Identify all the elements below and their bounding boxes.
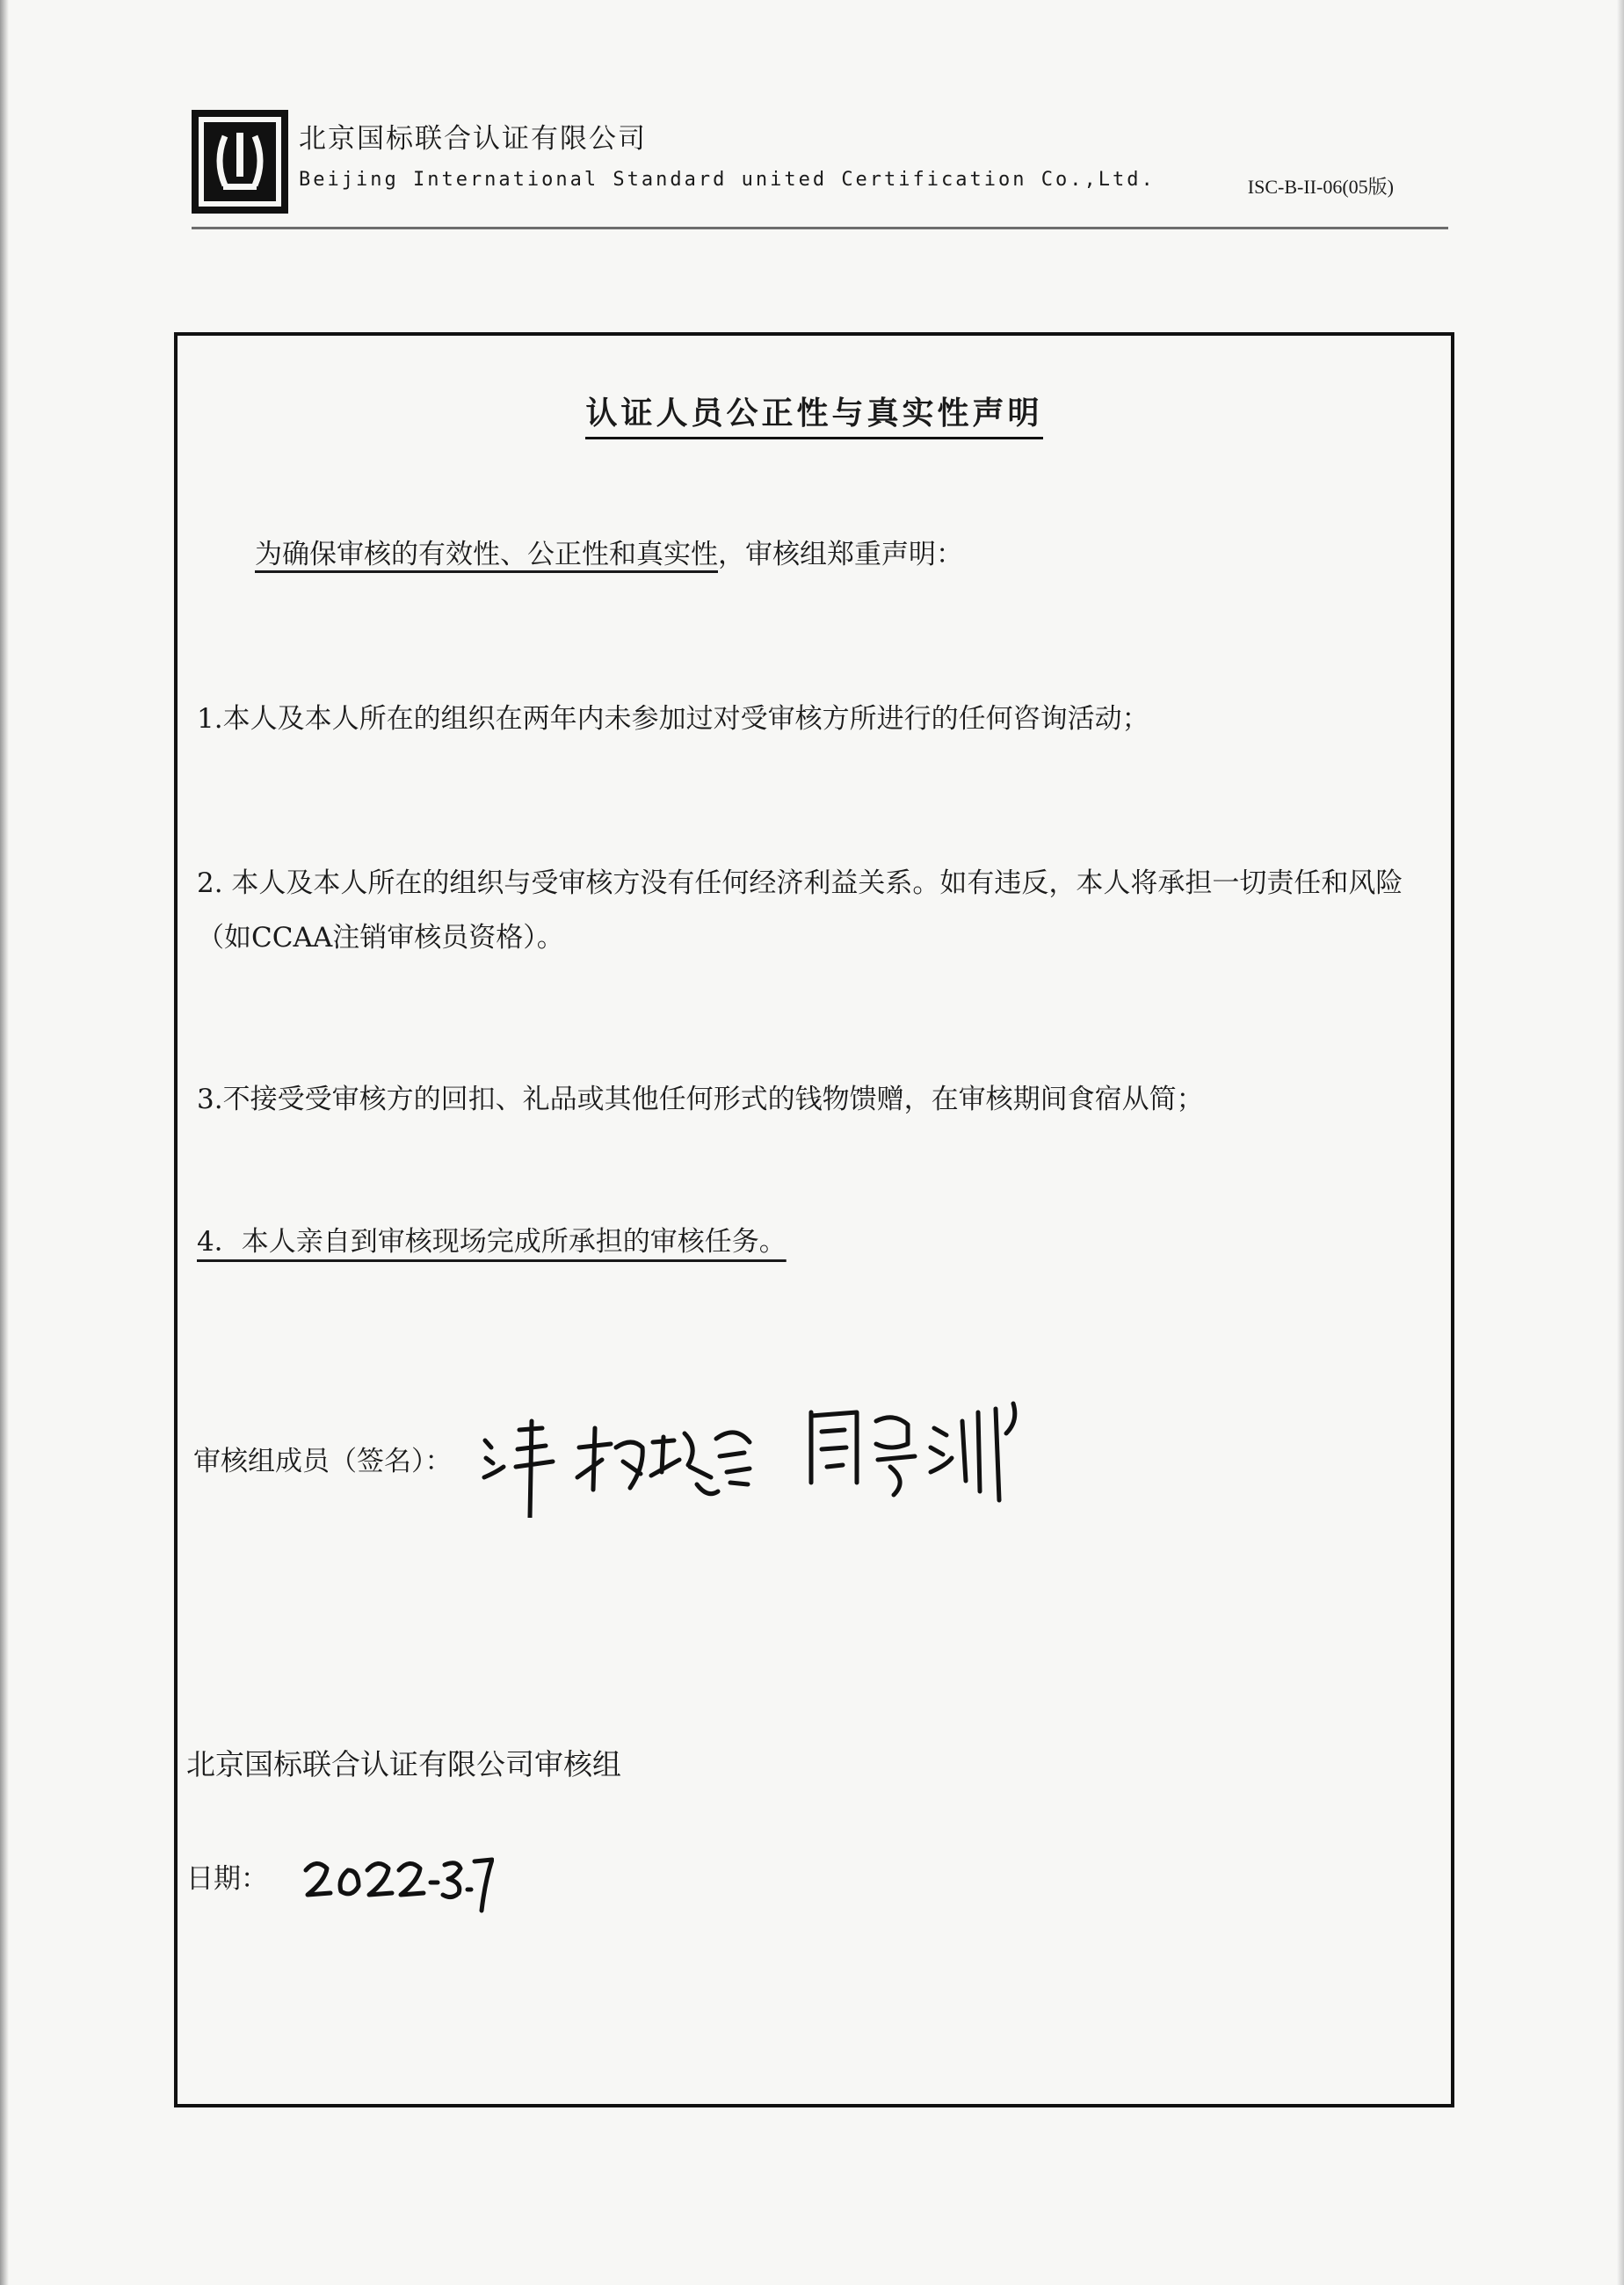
letterhead [192, 105, 1448, 233]
intro-rest-text: ，审核组郑重声明： [718, 539, 963, 570]
date-label: 日期： [186, 1863, 268, 1895]
company-name-cn: 北京国标联合认证有限公司 [299, 123, 647, 155]
declaration-box [174, 332, 1454, 2107]
document-title-text: 认证人员公正性与真实性声明 [585, 395, 1042, 439]
declaration-item-3: 3.不接受受审核方的回扣、礼品或其他任何形式的钱物馈赠，在审核期间食宿从简； [197, 1084, 1204, 1115]
handwritten-date [301, 1846, 494, 1916]
handwritten-signatures [481, 1386, 1113, 1518]
header-divider [192, 227, 1448, 229]
intro-paragraph [255, 527, 1432, 582]
company-logo-icon [192, 110, 288, 214]
signature-label: 审核组成员（签名）： [193, 1446, 453, 1477]
audit-team-organization: 北京国标联合认证有限公司审核组 [186, 1747, 621, 1781]
declaration-item-4: 4．本人亲自到审核现场完成所承担的审核任务。 [197, 1226, 787, 1258]
scan-right-edge [1617, 0, 1624, 2285]
document-code: ISC-B-II-06(05版) [1247, 176, 1394, 198]
company-name-en: Beijing International Standard united Certification Co.,Ltd. [299, 169, 1156, 191]
declaration-item-1: 1.本人及本人所在的组织在两年内未参加过对受审核方所进行的任何咨询活动； [197, 703, 1149, 735]
intro-underlined-text: 为确保审核的有效性、公正性和真实性 [255, 539, 718, 570]
declaration-item-2: 2. 本人及本人所在的组织与受审核方没有任何经济利益关系。如有违反，本人将承担一切责任和风险（如CCAA注销审核员资格）。 [197, 867, 1403, 954]
document-title [178, 388, 1451, 433]
scan-left-edge [0, 0, 9, 2285]
